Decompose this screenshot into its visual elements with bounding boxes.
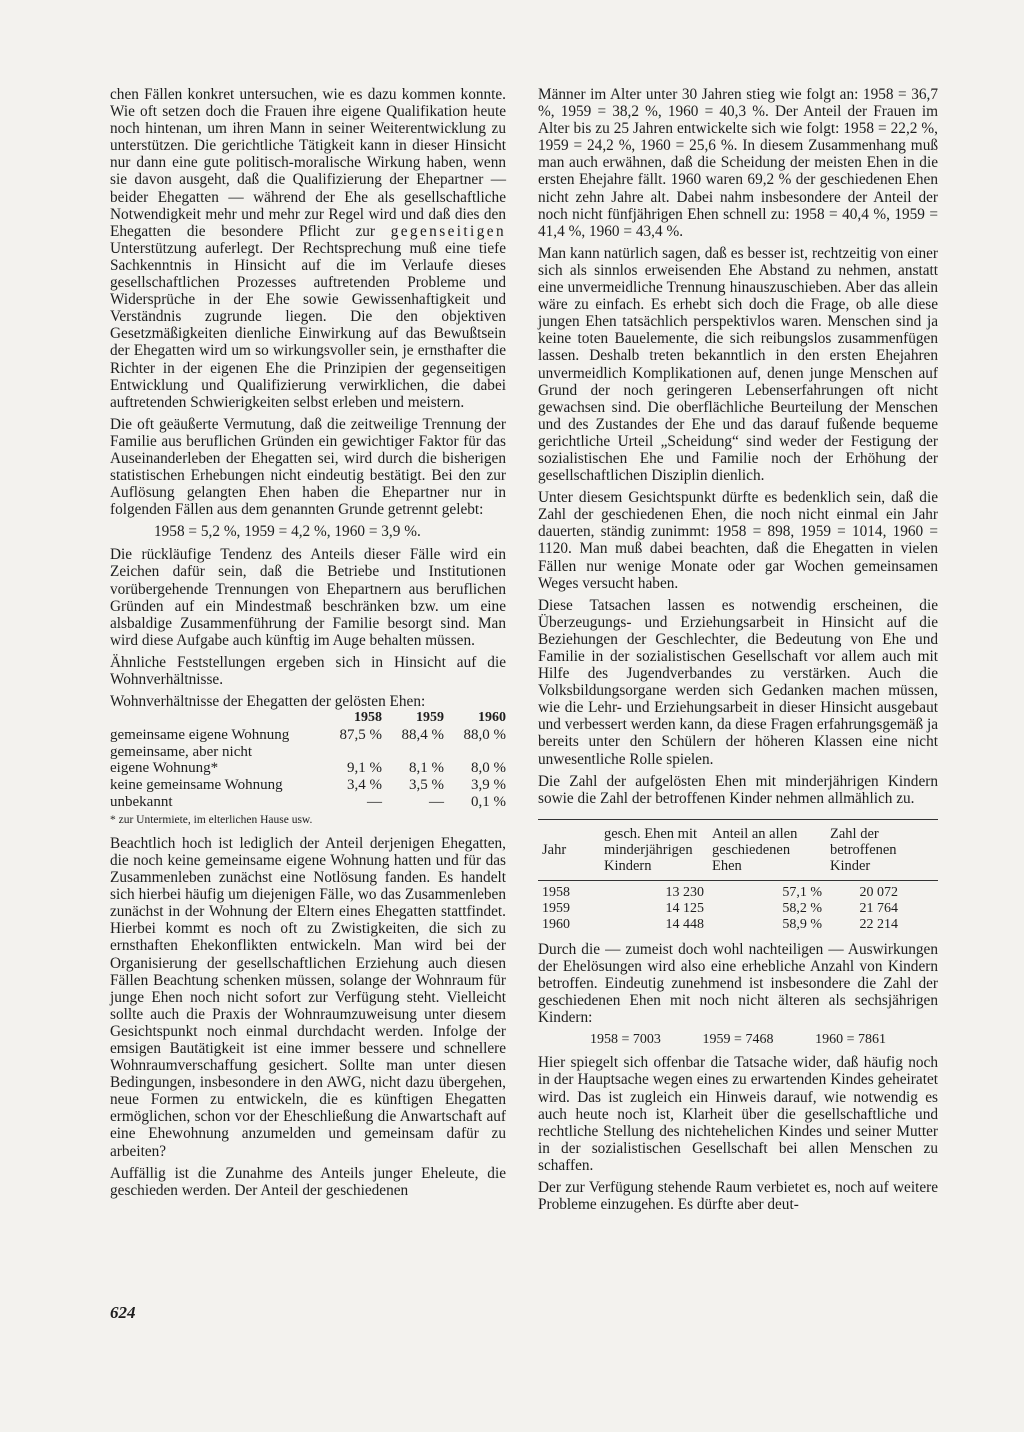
- formula-term: 1960 = 7861: [815, 1032, 886, 1048]
- formula-term: 1959 = 7468: [702, 1032, 774, 1048]
- paragraph-text: chen Fällen konkret untersuchen, wie es dazu kommen konnte. Wie oft setzen doch die Frauen ihre eigene Qualifikation heute noch hintenan, um ihren Mann in seiner Weiterentwicklung zu unterstützen. Die gerichtliche Tätigkeit kann in dieser Hinsicht nur dann eine gute politisch-moralische Wirkung haben, wenn sie davon ausgeht, daß die Qualifizierung der Ehepartner — beider Ehegatten — während der Ehe als gesellschaftliche Notwendigkeit mehr und mehr zur Regel wird und daß dies den Ehegatten die besondere Pflicht zur: [110, 86, 506, 240]
- column-header: Jahr: [542, 841, 567, 858]
- table-row: [110, 760, 506, 777]
- cell: 13 230: [665, 884, 704, 900]
- paragraph: Auffällig ist die Zunahme des Anteils junger Eheleute, die geschieden werden. Der Anteil der geschiedenen: [110, 1164, 506, 1199]
- cell: 1958: [542, 884, 570, 900]
- cell: 14 448: [665, 916, 704, 932]
- cell: 8,1 %: [409, 760, 444, 777]
- paragraph: Die Zahl der aufgelösten Ehen mit minderjährigen Kindern sowie die Zahl der betroffenen Kinder nehmen allmählich zu.: [538, 772, 938, 807]
- cell: 88,0 %: [463, 726, 506, 743]
- year-header: 1959: [416, 710, 444, 726]
- cell: 57,1 %: [782, 884, 822, 900]
- formula-young-children: [538, 1031, 938, 1048]
- formula-term: 1958 = 7003: [590, 1032, 661, 1048]
- housing-table-header: [110, 710, 506, 727]
- cell: —: [429, 794, 444, 811]
- cell: [320, 744, 382, 761]
- cell: 58,2 %: [782, 900, 822, 916]
- divorce-table: [538, 819, 938, 933]
- housing-table: [110, 710, 506, 811]
- paragraph-text: Unterstützung auferlegt. Der Rechtsprechung muß eine tiefe Sachkenntnis in Hinsicht auf die im Verlaufe dieses gesellschaftlichen Prozesses auftretenden Probleme und Widersprüche in der Ehe sowie Gewissenhaftigkeit und Verständnis zugrunde liegen. Die den objektiven Gesetzmäßigkeiten dienliche Einwirkung auf das Bewußtsein der Ehegatten wird um so wirkungsvoller sein, je ernsthafter die Richter in der eigenen Ehe die Prinzipien der gegenseitigen Entwicklung und Qualifizierung verwirklichen, die dabei auftretenden Schwierigkeiten selbst erleben und meistern.: [110, 239, 506, 411]
- housing-table-title: Wohnverhältnisse der Ehegatten der gelösten Ehen:: [110, 693, 426, 711]
- paragraph: Der zur Verfügung stehende Raum verbietet es, noch auf weitere Probleme einzugehen. Es dürfte aber deut-: [538, 1178, 938, 1214]
- formula-separation: 1958 = 5,2 %, 1959 = 4,2 %, 1960 = 3,9 %.: [154, 523, 421, 541]
- table-row: [538, 917, 938, 933]
- footnote: * zur Untermiete, im elterlichen Hause usw.: [110, 813, 313, 826]
- cell: 9,1 %: [347, 760, 382, 777]
- cell: 1960: [542, 916, 570, 932]
- paragraph: Hier spiegelt sich offenbar die Tatsache wider, daß häufig noch in der Hauptsache wegen eines zu erwartenden Kindes geheiratet wird. Das ist zugleich ein Hinweis darauf, wie notwendig es auch heute noch ist, Klarheit über die gesellschaftliche und rechtliche Stellung des nichtehelichen Kindes und seiner Mutter in der sozialistischen Gesellschaft bei allen Menschen zu schaffen.: [538, 1054, 938, 1174]
- cell: 22 214: [859, 916, 898, 932]
- row-label: eigene Wohnung*: [110, 760, 219, 777]
- cell: [382, 744, 444, 761]
- paragraph: Männer im Alter unter 30 Jahren stieg wie folgt an: 1958 = 36,7 %, 1959 = 38,2 %, 1960 = 40,3 %. Der Anteil der Frauen im Alter bis zu 25 Jahren entwickelte sich wie folgt: 1958 = 22,2 %, 1959 = 24,2 %, 1960 = 25,6 %. In diesem Zusammenhang muß man auch erwähnen, daß die Scheidung der meisten Ehen in die ersten Ehejahre fällt. 1960 waren 69,2 % der geschiedenen Ehen nicht zehn Jahre alt. Dabei nahm insbesondere der Anteil der noch nicht fünfjährigen Ehen schnell zu: 1958 = 40,4 %, 1959 = 41,4 %, 1960 = 43,4 %.: [538, 86, 938, 240]
- divorce-table-header: [538, 819, 938, 880]
- cell: 58,9 %: [782, 916, 822, 932]
- year-header: 1960: [478, 710, 506, 726]
- row-label: unbekannt: [110, 794, 173, 811]
- table-row: [110, 794, 506, 811]
- cell: 20 072: [859, 884, 898, 900]
- cell: 3,9 %: [471, 777, 506, 794]
- cell: 3,5 %: [409, 777, 444, 794]
- cell: —: [367, 794, 382, 811]
- paragraph: Die rückläufige Tendenz des Anteils dieser Fälle wird ein Zeichen dafür sein, daß die Betriebe und Institutionen vorübergehende Trennungen von Ehepartnern aus beruflichen Gründen auf ein Mindestmaß beschränken bzw. um eine alsbaldige Zusammenführung der Familie besorgt sind. Man wird diese Aufgabe auch künftig im Auge behalten müssen.: [110, 546, 506, 649]
- cell: [444, 744, 506, 761]
- paragraph: Unter diesem Gesichtspunkt dürfte es bedenklich sein, daß die Zahl der geschiedenen Ehen, die noch nicht einmal ein Jahr dauerten, ständig zunimmt: 1958 = 898, 1959 = 1014, 1960 = 1120. Man muß dabei beachten, daß die Ehegatten in vielen Fällen nur wenige Monate oder gar Wochen gemeinsamen Weges versucht haben.: [538, 489, 938, 592]
- row-label: gemeinsame eigene Wohnung: [110, 726, 290, 743]
- column-header: Zahl der betroffenen Kinder: [830, 825, 897, 874]
- table-row: [538, 901, 938, 917]
- right-column: [538, 86, 938, 1218]
- column-header: gesch. Ehen mit minderjährigen Kindern: [604, 825, 698, 874]
- cell: 1959: [542, 900, 570, 916]
- paragraph: Ähnliche Feststellungen ergeben sich in Hinsicht auf die Wohnverhältnisse.: [110, 653, 506, 688]
- page-number: 624: [110, 1303, 136, 1322]
- paragraph: Beachtlich hoch ist lediglich der Anteil derjenigen Ehegatten, die noch keine gemeinsame eigene Wohnung hatten und für das Zusammenleben zunächst eine Notlösung fanden. Es handelt sich hierbei häufig um diejenigen Fälle, wo das Zusammenleben zunächst in der Wohnung der Eltern eines Ehegatten stattfindet. Hierbei kommt es noch oft zu Zwistigkeiten, die sich zu ernsthaften Ehekonflikten entwickeln. Man wird bei der Organisierung der gesellschaftlichen Erziehung auch diesen Fällen Beachtung schenken müssen, solange der Wohnraum für junge Ehen noch nicht sofort zur Verfügung steht. Vielleicht sollte auch die Praxis der Wohnraumzuweisung unter diesem Gesichtspunkt noch einmal durchdacht werden. Infolge der emsigen Bautätigkeit ist eine immer bessere und schnellere Wohnraumverschaffung gesichert. Sollte man unter diesen Bedingungen, insbesondere in den AWG, nicht dazu übergehen, neue Formen zu entwickeln, die es künftigen Ehegatten ermöglichen, schon vor der Eheschließung die Anwartschaft auf eine Ehewohnung anzumelden und gemeinsam dafür zu arbeiten?: [110, 834, 506, 1160]
- table-row: [110, 744, 506, 761]
- cell: 0,1 %: [471, 794, 506, 811]
- cell: 21 764: [859, 900, 898, 916]
- row-label: gemeinsame, aber nicht: [110, 743, 253, 760]
- paragraph: Durch die — zumeist doch wohl nachteiligen — Auswirkungen der Ehelösungen wird also eine erhebliche Anzahl von Kindern betroffen. Eindeutig zunehmend ist insbesondere die Zahl der geschiedenen Ehen mit noch nicht älteren als sechsjährigen Kindern:: [538, 940, 938, 1027]
- table-row: [110, 777, 506, 794]
- year-header: 1958: [354, 710, 382, 726]
- row-label: keine gemeinsame Wohnung: [110, 777, 283, 794]
- emphasized-text: gegenseitigen: [390, 222, 506, 240]
- paragraph: Die oft geäußerte Vermutung, daß die zeitweilige Trennung der Familie aus beruflichen Gründen ein gewichtiger Faktor für das Auseinanderleben der Ehegatten sei, wird durch die bisherigen statistischen Erhebungen nicht eindeutig bestätigt. Bei den zur Auflösung gelangten Ehen haben die Ehepartner nur in folgenden Fällen aus dem genannten Grunde getrennt gelebt:: [110, 415, 506, 519]
- cell: 87,5 %: [339, 726, 382, 743]
- left-column: [110, 86, 506, 1204]
- paragraph: Diese Tatsachen lassen es notwendig erscheinen, die Überzeugungs- und Erziehungsarbeit in Hinsicht auf die Beziehungen der Geschlechter, die Bedeutung von Ehe und Familie in der sozialistischen Gesellschaft vor allem auch mit Hilfe des Jugendverbandes zu verstärken. Auch die Volksbildungsorgane werden sich Gedanken machen müssen, wie die Lehr- und Erziehungsarbeit in dieser Hinsicht ausgebaut und verbessert werden kann, da diese Fragen erfahrungsgemäß ja bereits unter den Schülern der höheren Klassen eine nicht unwesentliche Rolle spielen.: [538, 596, 938, 768]
- paragraph: Man kann natürlich sagen, daß es besser ist, rechtzeitig von einer sich als sinnlos erweisenden Ehe Abstand zu nehmen, anstatt eine unvermeidliche Trennung hinauszuschieben. Aber das allein wäre zu einfach. Es erhebt sich doch die Frage, ob alle diese jungen Ehen tatsächlich perspektivlos waren. Menschen sind ja keine toten Bauelemente, die sich reibungslos zusammenfügen lassen. Deshalb treten bekanntlich in den ersten Ehejahren unvermeidlich Komplikationen auf, denen junge Menschen auf Grund der noch geringeren Lebenserfahrungen oft nicht gewachsen sind. Die oberflächliche Beurteilung der Menschen und des Zustandes der Ehe und das darauf fußende bequeme gerichtliche Urteil „Scheidung“ sind weder der Festigung der sozialistischen Ehe und Familie noch der Erhöhung der gesellschaftlichen Disziplin dienlich.: [538, 244, 938, 485]
- cell: 8,0 %: [471, 760, 506, 777]
- paragraph: [110, 86, 506, 411]
- table-row: [110, 727, 506, 744]
- column-header: Anteil an allen geschiedenen Ehen: [712, 825, 798, 874]
- cell: 88,4 %: [401, 726, 444, 743]
- table-row: [538, 880, 938, 901]
- cell: 3,4 %: [347, 777, 382, 794]
- cell: 14 125: [665, 900, 704, 916]
